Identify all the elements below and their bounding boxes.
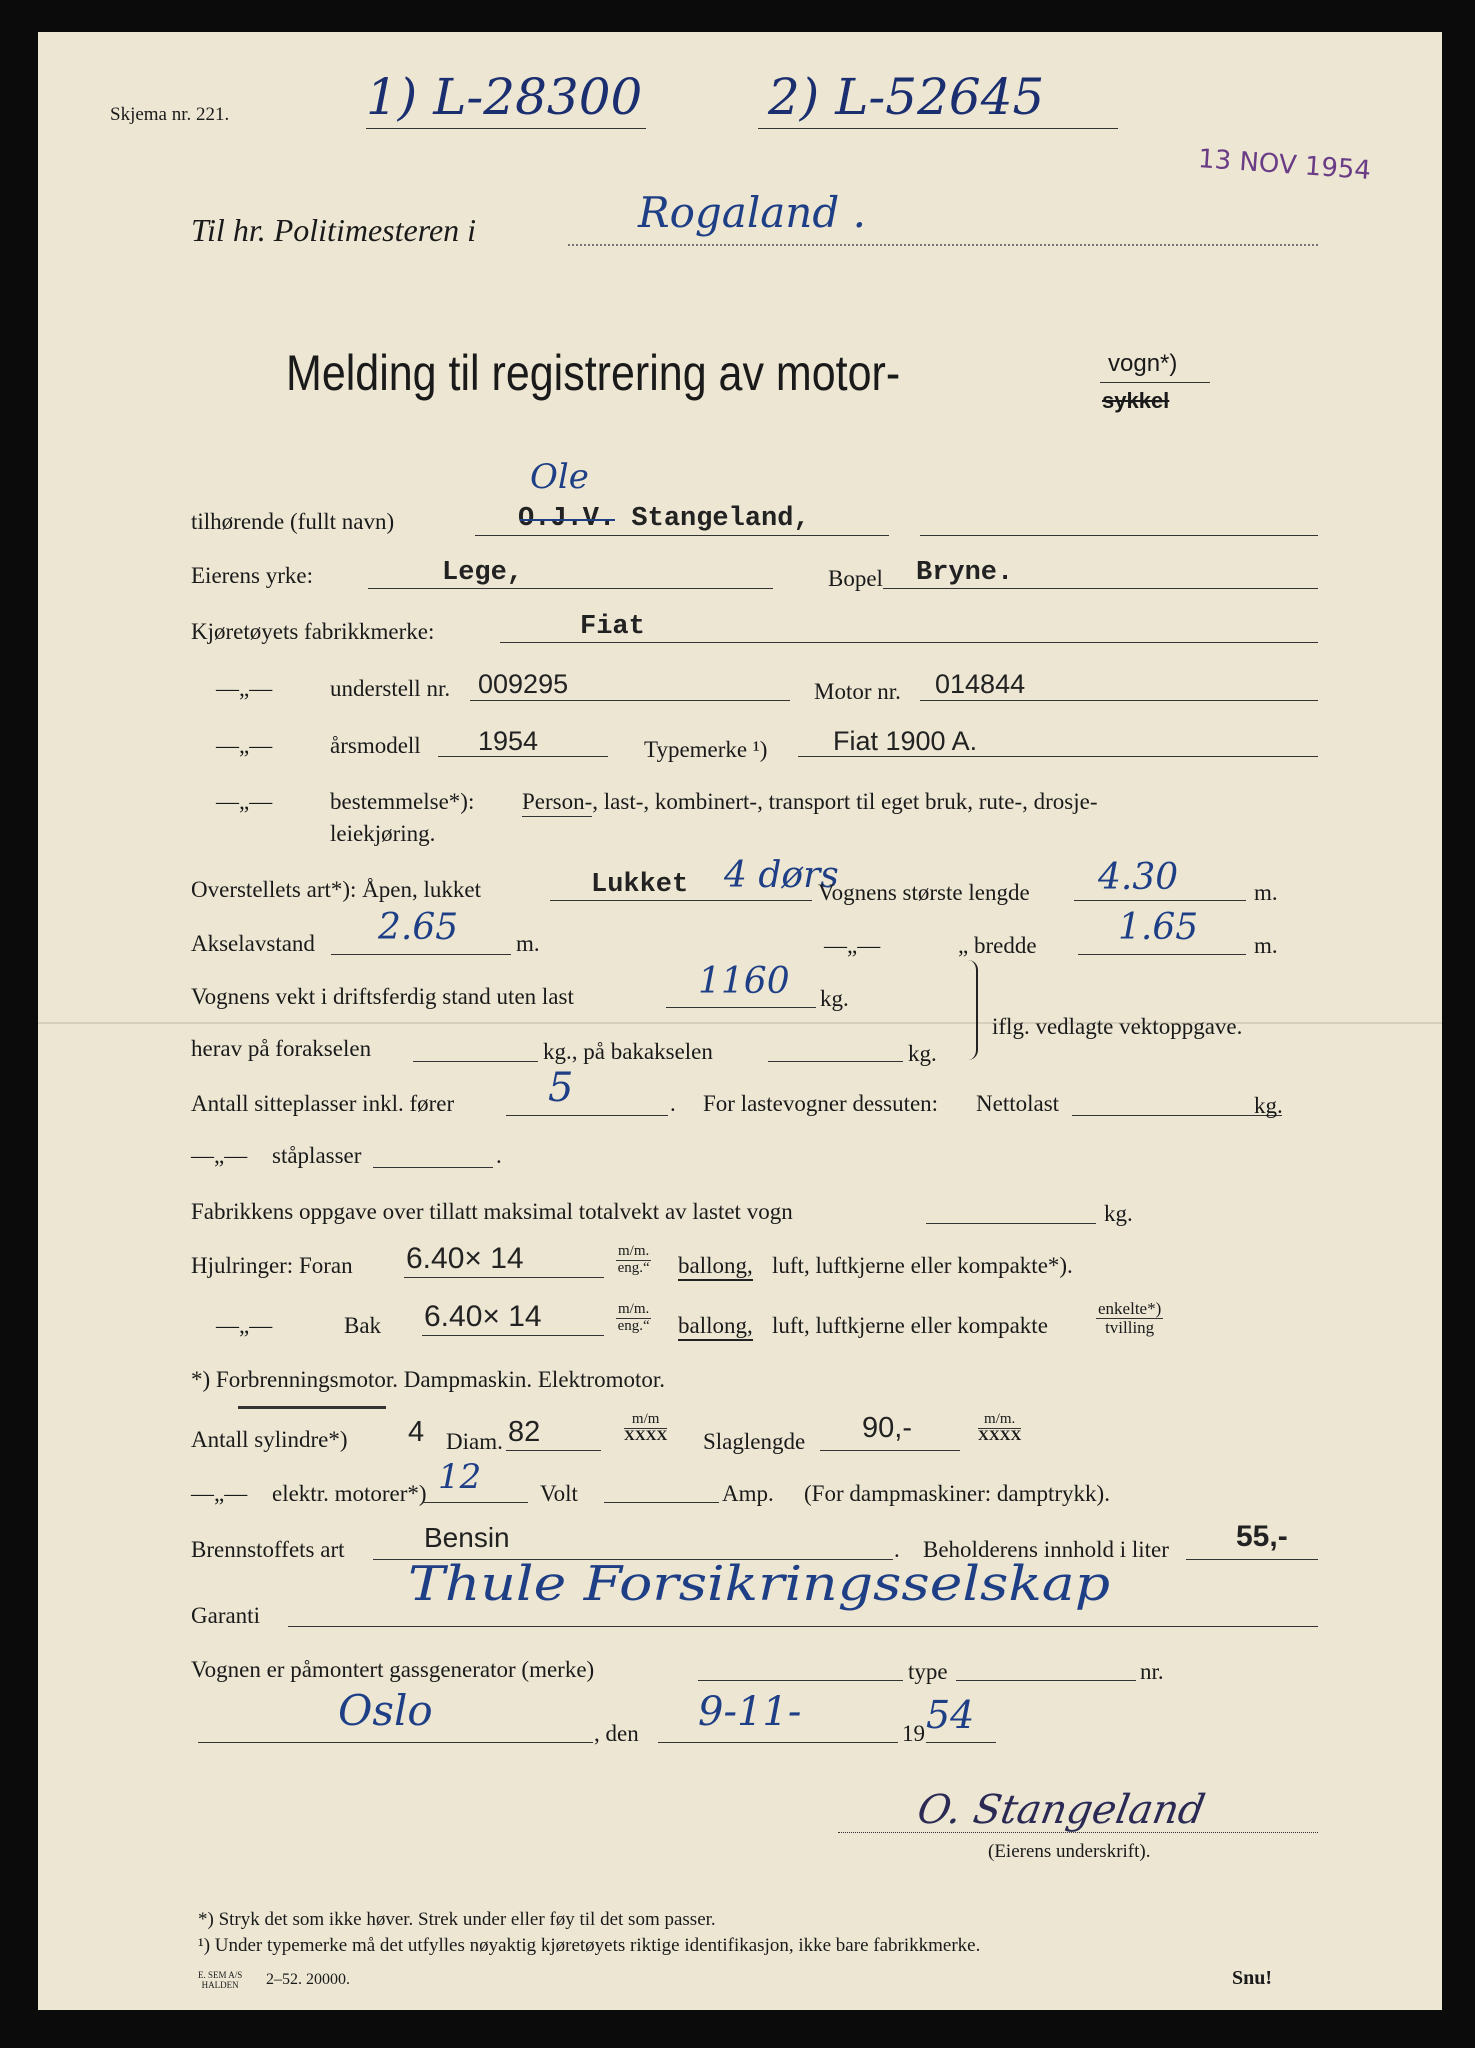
- insurer-label: Garanti: [191, 1603, 260, 1628]
- dash-6: —„—: [216, 1313, 273, 1338]
- electric-value: 12: [438, 1457, 482, 1497]
- electric-note: (For dampmaskiner: damptrykk).: [804, 1481, 1110, 1506]
- ref2-line: [758, 128, 1118, 129]
- type-line: [798, 756, 1318, 757]
- width-label: „ bredde: [958, 933, 1037, 958]
- occupation-line: [368, 588, 773, 589]
- front-axle-line: [413, 1061, 538, 1062]
- body-line: [550, 900, 812, 901]
- dash-5: —„—: [191, 1143, 248, 1168]
- footnote-1: *) Stryk det som ikke høver. Strek under eller føy til det som passer.: [198, 1909, 716, 1930]
- engine-label: Motor nr.: [814, 679, 901, 704]
- place-value: Oslo: [338, 1686, 433, 1735]
- occupation-value: Lege,: [442, 558, 524, 588]
- owner-signature: O. Stangeland: [913, 1787, 1209, 1833]
- title-option-sykkel: sykkel: [1102, 388, 1170, 413]
- year-line: [438, 756, 608, 757]
- reference-number-2: 2) L-52645: [768, 68, 1045, 126]
- gas-type-label: type: [908, 1659, 948, 1684]
- width-unit: m.: [1254, 933, 1278, 958]
- ref1-line: [366, 128, 646, 129]
- wheelbase-label: Akselavstand: [191, 931, 315, 956]
- tyres-front-unit: [616, 1244, 651, 1277]
- motor-type-strike: [238, 1406, 386, 1409]
- volt-label: Volt: [540, 1481, 578, 1506]
- form-number: Skjema nr. 221.: [110, 104, 230, 125]
- gas-type-line: [956, 1680, 1136, 1681]
- net-load-line: [1072, 1115, 1282, 1116]
- purpose-options: Person-, last-, kombinert-, transport til eget bruk, rute-, drosje-: [522, 789, 1098, 814]
- owner-line: [475, 535, 889, 536]
- weight-brace: [968, 960, 978, 1060]
- tyres-rear-mount: [1096, 1300, 1163, 1337]
- tyres-rear-type-underlined: ballong,: [678, 1314, 753, 1341]
- year-line: [926, 1742, 996, 1743]
- diameter-value: 82: [508, 1416, 541, 1448]
- owner-label: tilhørende (fullt navn): [191, 509, 395, 534]
- tank-value: 55,-: [1236, 1520, 1288, 1553]
- stroke-unit-top: m/m.: [978, 1412, 1021, 1429]
- electric-label: elektr. motorer*): [272, 1481, 427, 1506]
- title-option-divider: [1100, 382, 1210, 383]
- tyres-front-line: [404, 1277, 604, 1278]
- rear-axle-label: kg., på bakakselen: [543, 1039, 713, 1064]
- net-load-label: Nettolast: [976, 1091, 1060, 1116]
- rear-axle-line: [768, 1061, 903, 1062]
- owner-correction: Ole: [530, 457, 589, 497]
- registration-form: [38, 32, 1442, 2010]
- gas-label: Vognen er påmontert gassgenerator (merke): [191, 1657, 595, 1682]
- weight-line: [666, 1007, 816, 1008]
- weight-value: 1160: [698, 961, 790, 1002]
- diameter-unit-top: m/m: [624, 1412, 667, 1429]
- diameter-label: Diam.: [446, 1429, 503, 1454]
- weight-unit: kg.: [820, 986, 849, 1011]
- tyres-rear-value: 6.40× 14: [424, 1300, 542, 1333]
- dash-4: —„—: [824, 933, 881, 958]
- type-label: Typemerke ¹): [644, 737, 768, 762]
- tyres-rear-type: luft, luftkjerne eller kompakte: [772, 1313, 1048, 1338]
- gas-line: [698, 1680, 903, 1681]
- tyres-front-label: Hjulringer: Foran: [191, 1253, 353, 1278]
- stroke-line: [820, 1450, 960, 1451]
- cylinders-label: Antall sylindre*): [191, 1427, 348, 1452]
- length-unit: m.: [1254, 880, 1278, 905]
- dash-7: —„—: [191, 1481, 248, 1506]
- tyres-front-type: luft, luftkjerne eller kompakte*).: [772, 1253, 1073, 1278]
- seats-label: Antall sitteplasser inkl. fører: [191, 1091, 455, 1116]
- width-value: 1.65: [1118, 907, 1199, 948]
- purpose-options-2: leiekjøring.: [330, 821, 436, 846]
- diameter-unit: [624, 1412, 667, 1445]
- title-option-vogn: vogn*): [1108, 350, 1178, 377]
- chassis-value: 009295: [478, 669, 569, 699]
- print-run: 2–52. 20000.: [266, 1971, 350, 1988]
- residence-value: Bryne.: [916, 558, 1014, 588]
- standing-end: .: [496, 1143, 502, 1168]
- diameter-line: [506, 1450, 601, 1451]
- body-note: 4 dørs: [724, 855, 839, 896]
- reference-number-1: 1) L-28300: [366, 68, 643, 126]
- date-label: , den: [594, 1721, 639, 1746]
- tyres-front-unit-bottom: eng.“: [617, 1259, 650, 1276]
- occupation-label: Eierens yrke:: [191, 563, 313, 588]
- tank-label: Beholderens innhold i liter: [923, 1537, 1169, 1562]
- wheelbase-unit: m.: [516, 931, 540, 956]
- place-line: [198, 1742, 593, 1743]
- max-weight-label: Fabrikkens oppgave over tillatt maksimal totalvekt av lastet vogn: [191, 1199, 793, 1224]
- printer-city: HALDEN: [201, 1979, 239, 1990]
- addressee-value: Rogaland .: [638, 188, 866, 237]
- standing-label: ståplasser: [272, 1143, 362, 1168]
- tyres-rear-single: enkelte*): [1098, 1299, 1162, 1318]
- turn-over-note: Snu!: [1232, 1967, 1273, 1989]
- chassis-label: understell nr.: [330, 676, 451, 701]
- fuel-label: Brennstoffets art: [191, 1537, 345, 1562]
- stroke-unit-bottom: XXXX: [978, 1427, 1022, 1444]
- length-line: [1074, 900, 1246, 901]
- front-axle-label: herav på forakselen: [191, 1036, 372, 1061]
- signature-caption: (Eierens underskrift).: [988, 1841, 1151, 1862]
- fuel-end: .: [894, 1537, 900, 1562]
- trucks-label: For lastevogner dessuten:: [703, 1091, 939, 1116]
- date-stamp: 13 NOV 1954: [1197, 144, 1372, 186]
- make-line: [500, 642, 1318, 643]
- standing-line: [373, 1167, 493, 1168]
- insurer-value: Thule Forsikringsselskap: [408, 1556, 1111, 1612]
- weight-note: iflg. vedlagte vektoppgave.: [992, 1014, 1243, 1039]
- insurer-line: [288, 1626, 1318, 1627]
- diameter-unit-bottom: XXXX: [624, 1427, 668, 1444]
- tyres-rear-line: [422, 1335, 604, 1336]
- residence-line: [883, 588, 1318, 589]
- purpose-underline: [522, 816, 592, 817]
- make-value: Fiat: [580, 612, 645, 642]
- seats-line: [506, 1115, 668, 1116]
- make-label: Kjøretøyets fabrikkmerke:: [191, 619, 435, 644]
- stroke-unit: [978, 1412, 1021, 1445]
- fuel-value: Bensin: [424, 1522, 510, 1553]
- max-weight-line: [926, 1223, 1096, 1224]
- owner-strike: [520, 519, 615, 521]
- wheelbase-line: [331, 954, 511, 955]
- tyres-rear-twin: tvilling: [1105, 1317, 1155, 1337]
- chassis-line: [470, 700, 790, 701]
- printer-name: E. SEM A/S: [198, 1970, 243, 1980]
- form-title: Melding til registrering av motor-: [286, 345, 901, 401]
- dash-2: —„—: [216, 733, 273, 758]
- max-weight-unit: kg.: [1104, 1201, 1133, 1226]
- year-label: årsmodell: [330, 733, 421, 758]
- tyres-rear-unit: [616, 1302, 651, 1335]
- year-value: 1954: [478, 726, 539, 756]
- owner-value: O.J.V. Stangeland,: [518, 504, 810, 534]
- engine-line: [920, 700, 1318, 701]
- year-prefix: 19: [902, 1721, 925, 1746]
- tank-line: [1186, 1559, 1318, 1560]
- purpose-label: bestemmelse*):: [330, 789, 475, 814]
- motor-types: *) Forbrenningsmotor. Dampmaskin. Elektromotor.: [191, 1367, 666, 1392]
- tyres-rear-unit-bottom: eng.“: [617, 1317, 650, 1334]
- amp-label: Amp.: [722, 1481, 774, 1506]
- year-suffix: 54: [926, 1693, 975, 1737]
- seats-value: 5: [548, 1065, 574, 1111]
- tyres-front-value: 6.40× 14: [406, 1242, 524, 1275]
- date-line: [658, 1742, 898, 1743]
- stroke-value: 90,-: [862, 1412, 912, 1444]
- stroke-label: Slaglengde: [703, 1429, 806, 1454]
- rear-axle-unit: kg.: [908, 1041, 937, 1066]
- tyres-rear-label: Bak: [344, 1313, 382, 1338]
- length-value: 4.30: [1098, 857, 1179, 898]
- addressee-line: [568, 244, 1318, 246]
- engine-value: 014844: [935, 669, 1026, 699]
- date-value: 9-11-: [698, 1689, 802, 1735]
- dash-3: —„—: [216, 789, 273, 814]
- width-line: [1078, 954, 1246, 955]
- dash-1: —„—: [216, 676, 273, 701]
- signature-line: [838, 1832, 1318, 1833]
- body-value: Lukket: [591, 870, 689, 900]
- body-label: Overstellets art*): Åpen, lukket: [191, 877, 481, 902]
- owner-line-2: [920, 535, 1318, 536]
- residence-label: Bopel: [828, 566, 883, 591]
- footnote-2: ¹) Under typemerke må det utfylles nøyaktig kjøretøyets riktige identifikasjon, ikke bare fabrikkmerke.: [198, 1935, 981, 1956]
- wheelbase-value: 2.65: [378, 907, 459, 948]
- electric-volt-line: [423, 1502, 528, 1503]
- tyres-rear-unit-top: m/m.: [618, 1301, 650, 1317]
- seats-end: .: [670, 1091, 676, 1116]
- addressee-label: Til hr. Politimesteren i: [191, 212, 477, 248]
- electric-amp-line: [604, 1502, 719, 1503]
- tyres-front-unit-top: m/m.: [618, 1243, 650, 1259]
- printer-mark: [198, 1971, 242, 1991]
- weight-label: Vognens vekt i driftsferdig stand uten last: [191, 984, 574, 1009]
- cylinders-value: 4: [408, 1416, 425, 1448]
- gas-nr-label: nr.: [1140, 1659, 1164, 1684]
- net-load-unit: kg.: [1254, 1093, 1283, 1118]
- tyres-front-type-underlined: ballong,: [678, 1254, 753, 1281]
- type-value: Fiat 1900 A.: [833, 726, 978, 756]
- length-label: Vognens største lengde: [818, 880, 1030, 905]
